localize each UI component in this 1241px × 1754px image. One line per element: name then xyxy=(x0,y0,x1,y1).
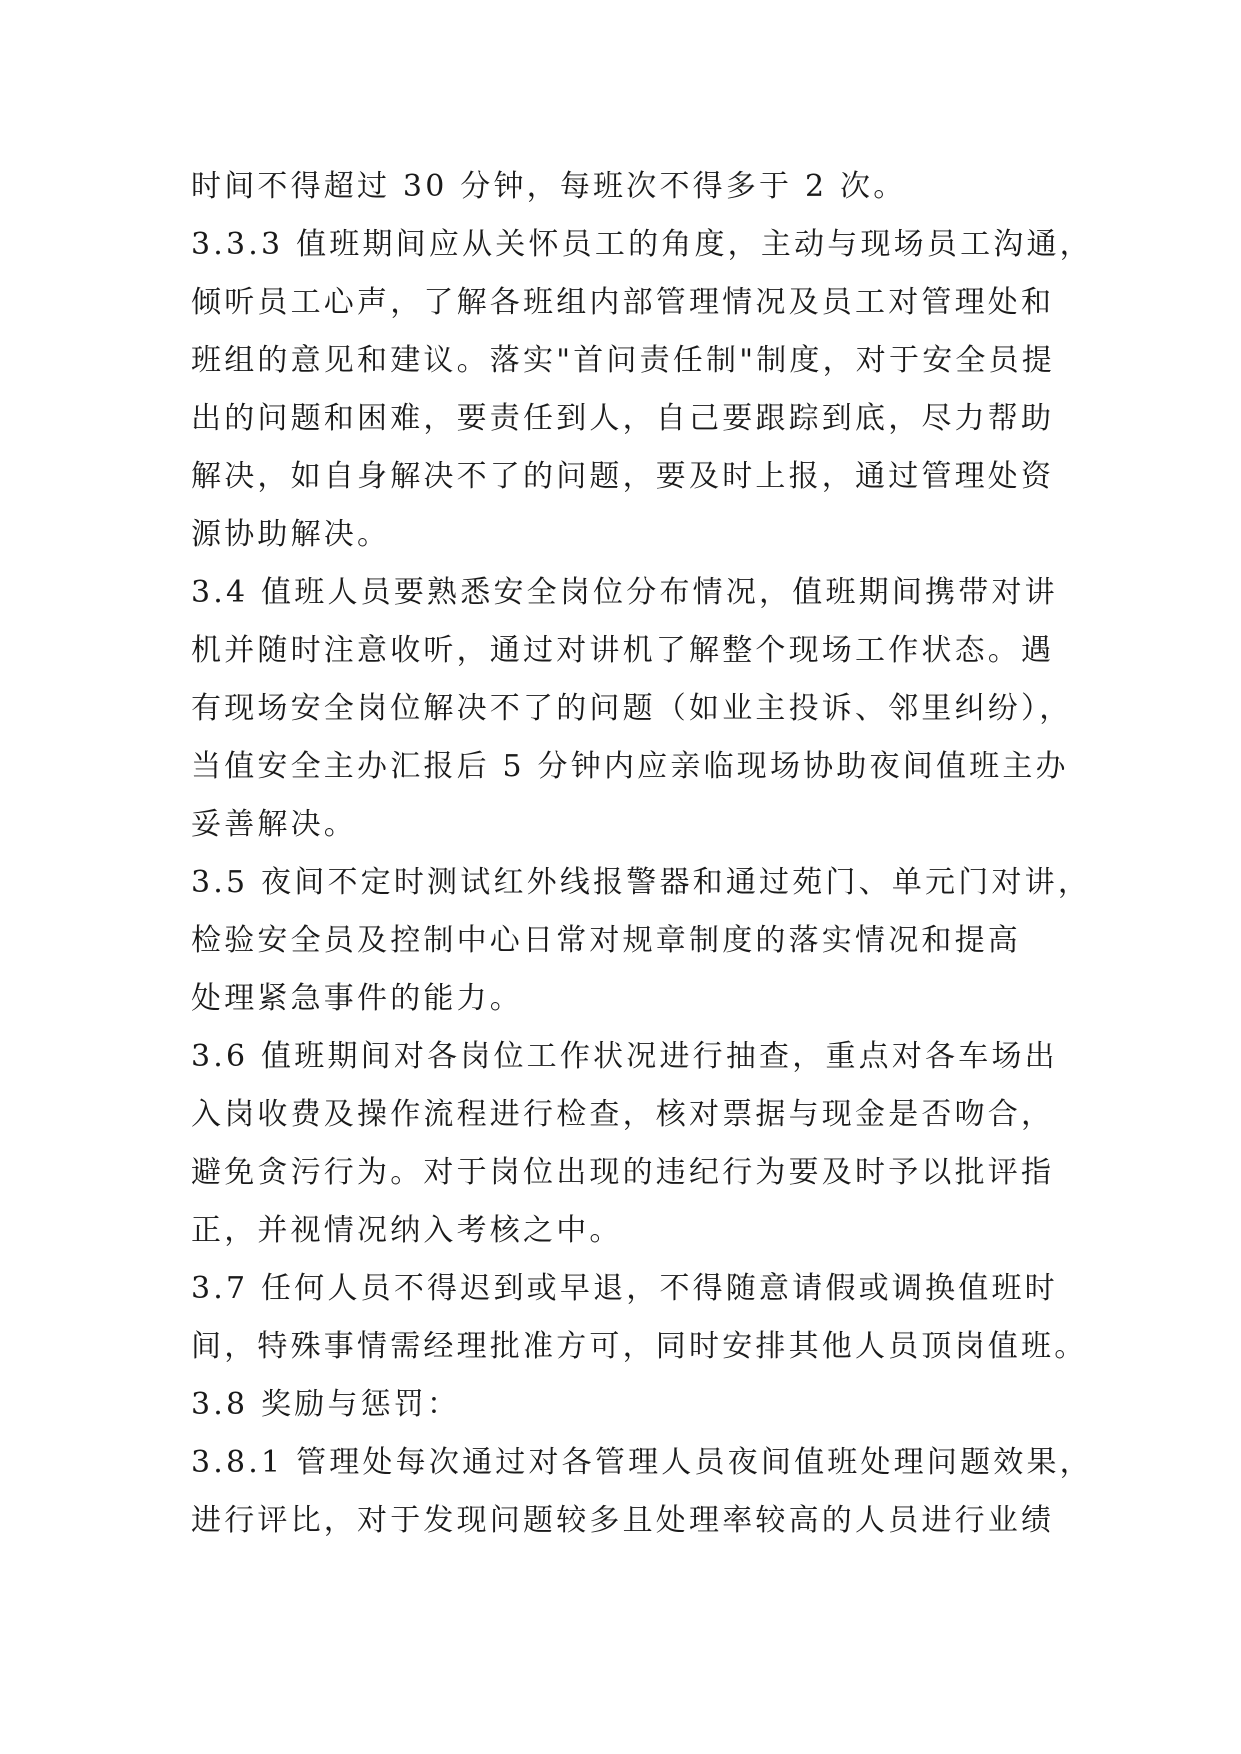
text-line: 当值安全主办汇报后 5 分钟内应亲临现场协助夜间值班主办 xyxy=(191,749,1069,784)
text-line: 入岗收费及操作流程进行检查，核对票据与现金是否吻合， xyxy=(191,1097,1055,1132)
text-line: 班组的意见和建议。落实"首问责任制"制度，对于安全员提 xyxy=(191,343,1055,378)
text-line: 倾听员工心声，了解各班组内部管理情况及员工对管理处和 xyxy=(191,285,1055,320)
text-line: 检验安全员及控制中心日常对规章制度的落实情况和提高 xyxy=(191,923,1021,958)
text-line: 解决，如自身解决不了的问题，要及时上报，通过管理处资 xyxy=(191,459,1055,494)
text-line: 3.3.3 值班期间应从关怀员工的角度，主动与现场员工沟通， xyxy=(191,227,1093,262)
text-line: 出的问题和困难，要责任到人，自己要跟踪到底，尽力帮助 xyxy=(191,401,1055,436)
text-line: 3.5 夜间不定时测试红外线报警器和通过苑门、单元门对讲， xyxy=(191,865,1092,900)
text-line: 处理紧急事件的能力。 xyxy=(191,981,523,1016)
text-line: 3.8 奖励与惩罚： xyxy=(191,1387,461,1422)
text-line: 有现场安全岗位解决不了的问题（如业主投诉、邻里纠纷）， xyxy=(191,691,1073,726)
text-line: 避免贪污行为。对于岗位出现的违纪行为要及时予以批评指 xyxy=(191,1155,1055,1190)
text-line: 3.7 任何人员不得迟到或早退，不得随意请假或调换值班时 xyxy=(191,1271,1058,1306)
text-line: 进行评比，对于发现问题较多且处理率较高的人员进行业绩 xyxy=(191,1503,1055,1538)
body-text xyxy=(191,158,1093,1550)
text-line: 妥善解决。 xyxy=(191,807,357,842)
text-line: 时间不得超过 30 分钟，每班次不得多于 2 次。 xyxy=(191,169,907,204)
text-line: 正，并视情况纳入考核之中。 xyxy=(191,1213,623,1248)
text-line: 机并随时注意收听，通过对讲机了解整个现场工作状态。遇 xyxy=(191,633,1055,668)
text-line: 3.6 值班期间对各岗位工作状况进行抽查，重点对各车场出 xyxy=(191,1039,1058,1074)
text-line: 3.4 值班人员要熟悉安全岗位分布情况，值班期间携带对讲 xyxy=(191,575,1058,610)
text-line: 源协助解决。 xyxy=(191,517,391,552)
text-line: 间，特殊事情需经理批准方可，同时安排其他人员顶岗值班。 xyxy=(191,1329,1088,1364)
text-line: 3.8.1 管理处每次通过对各管理人员夜间值班处理问题效果， xyxy=(191,1445,1093,1480)
